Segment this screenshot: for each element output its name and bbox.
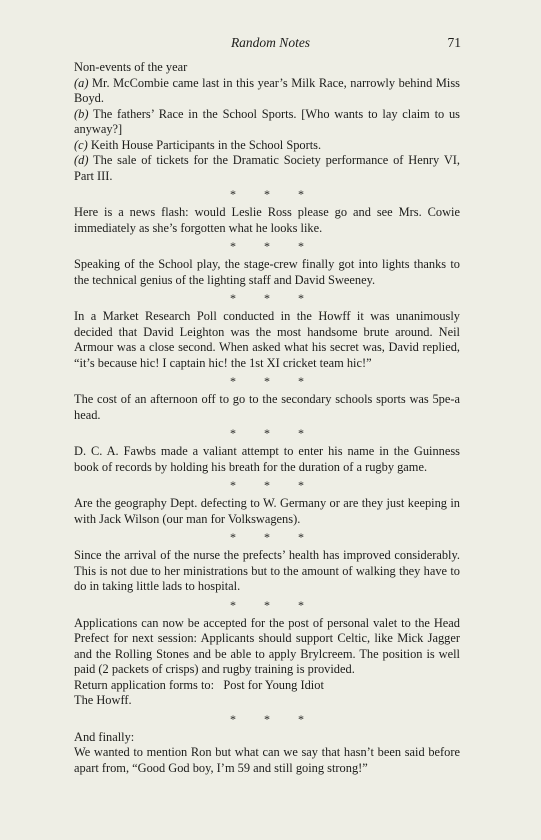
sports-cost-paragraph: The cost of an afternoon off to go to the secondary schools sports was 5pe-a head. [74,392,460,422]
return-forms-label: Return application forms to: [74,677,215,692]
item-text: Mr. McCombie came last in this year’s Milk Race, narrowly behind Miss Boyd. [74,75,460,105]
asterisk-separator: * * * [230,597,304,612]
geography-paragraph: Are the geography Dept. defecting to W. Germany or are they just keeping in with Jack Wilson (our man for Volkswagens). [74,496,460,526]
market-research-paragraph: In a Market Research Poll conducted in the Howff it was unanimously decided that David Leighton was the most handsome brute around. Neil Armour was a close second. When asked what his secret was, David replied, “it’s because hic! I captain hic! the 1st XI cricket team hic!” [74,309,460,370]
non-event-item-c [74,138,460,154]
asterisk-separator: * * * [230,239,304,253]
article-body [74,60,460,776]
nurse-paragraph: Since the arrival of the nurse the prefects’ health has improved considerably. This is not due to her ministrations but to the amount of walking they have to do in taking little lads to hospital. [74,548,460,593]
non-event-item-a [74,76,460,107]
return-address-line-2: The Howff. [74,693,132,707]
asterisk-separator: * * * [230,530,304,544]
asterisk-separator: * * * [230,426,304,440]
non-event-item-b [74,107,460,138]
return-forms-line [74,678,460,694]
asterisk-separator: * * * [230,711,304,726]
running-title: Random Notes [230,35,311,50]
return-address-line-1: Post for Young Idiot [223,677,324,692]
non-event-item-d [74,153,460,184]
item-text: Keith House Participants in the School Sports. [87,137,322,152]
school-play-paragraph: Speaking of the School play, the stage-crew finally got into lights thanks to the technical genius of the lighting staff and David Sweeney. [74,257,460,287]
asterisk-separator: * * * [230,478,304,492]
page-header [0,35,541,55]
valet-paragraph: Applications can now be accepted for the post of personal valet to the Head Prefect for next session: Applicants should support Celtic, like Mick Jagger and the Rolling Stones and be able to apply Brylcreem. The position is well paid (2 packets of crisps) and rugby training is provided. [74,615,460,676]
page-number: 71 [447,35,461,50]
guinness-paragraph: D. C. A. Fawbs made a valiant attempt to enter his name in the Guinness book of records by holding his breath for the duration of a rugby game. [74,444,460,474]
item-label: (b) [74,106,89,121]
finally-paragraph: We wanted to mention Ron but what can we say that hasn’t been said before apart from, “Good God boy, I’m 59 and still going strong!” [74,745,460,775]
item-label: (d) [74,153,89,167]
asterisk-separator: * * * [230,291,304,305]
asterisk-separator: * * * [230,187,304,201]
item-label: (a) [74,75,89,90]
asterisk-separator: * * * [230,374,304,388]
finally-heading: And finally: [74,729,135,744]
item-text: The fathers’ Race in the School Sports. [Who wants to lay claim to us anyway?] [74,106,460,136]
news-flash-paragraph: Here is a news flash: would Leslie Ross please go and see Mrs. Cowie immediately as she’s forgotten what he looks like. [74,205,460,235]
item-label: (c) [74,137,88,152]
non-events-heading: Non-events of the year [74,60,188,74]
item-text: The sale of tickets for the Dramatic Society performance of Henry VI, Part III. [74,153,460,183]
